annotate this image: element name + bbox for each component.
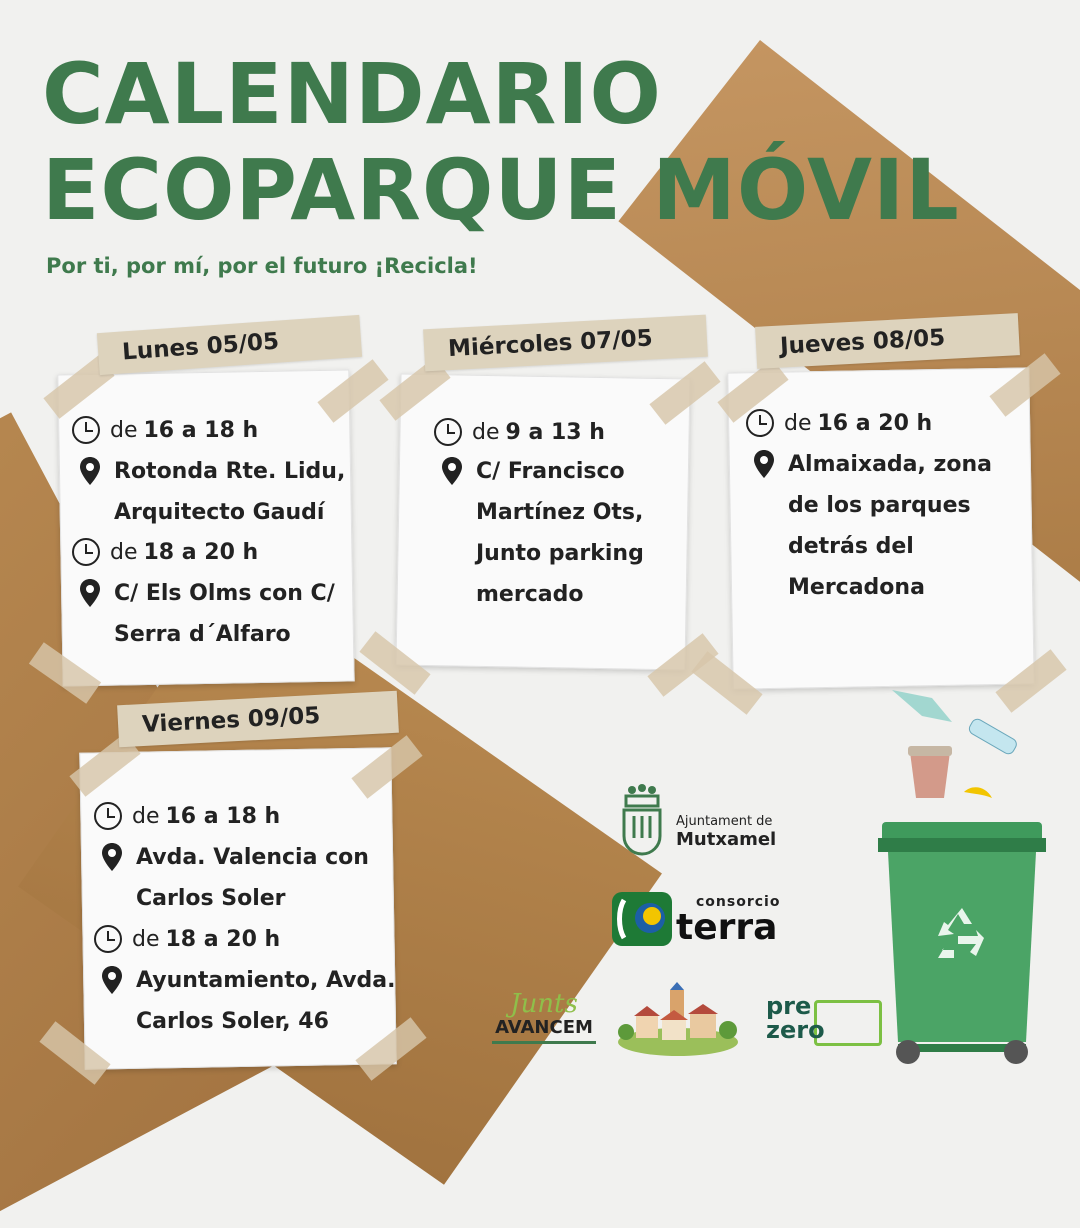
time-row (70, 410, 258, 451)
clock-icon (92, 800, 124, 832)
time-row (744, 403, 932, 444)
location-line: Almaixada, zona (788, 452, 992, 477)
consorcio-terra-logo-text (676, 894, 780, 946)
location-pin-icon (74, 455, 106, 487)
location-text (136, 837, 369, 919)
clock-icon (70, 536, 102, 568)
location-line: Arquitecto Gaudí (114, 500, 325, 525)
time-prefix: de (132, 927, 160, 952)
location-line: Mercadona (788, 575, 925, 600)
time-value: 9 a 13 h (505, 420, 605, 445)
title-line-2: ECOPARQUE MÓVIL (42, 141, 960, 239)
location-line: Avda. Valencia con (136, 845, 369, 870)
location-line: C/ Francisco (476, 459, 625, 484)
location-line: detrás del (788, 534, 914, 559)
location-row (74, 573, 335, 655)
consorcio-big-text: terra (676, 907, 778, 948)
location-line: C/ Els Olms con C/ (114, 581, 335, 606)
consorcio-terra-emblem-icon (612, 892, 672, 946)
time-prefix: de (784, 411, 812, 436)
junts-underline (492, 1041, 596, 1044)
location-pin-icon (74, 577, 106, 609)
consorcio-small-text: consorcio (696, 894, 781, 910)
location-line: de los parques (788, 493, 971, 518)
junts-avancem-logo (492, 990, 596, 1044)
location-text (114, 573, 335, 655)
ayuntamiento-line2: Mutxamel (676, 829, 777, 850)
time-value: 16 a 20 h (817, 411, 933, 436)
clock-icon (432, 416, 464, 448)
prezero-logo (766, 994, 878, 1044)
junts-script-text: Junts (510, 989, 578, 1019)
mutxamel-crest-icon (618, 782, 666, 858)
location-row (74, 451, 345, 533)
prezero-line1: pre (766, 992, 812, 1020)
day-label-thursday: Jueves 08/05 (755, 313, 1020, 369)
location-row (748, 444, 992, 608)
ayuntamiento-logo-text (676, 814, 776, 850)
location-row (436, 451, 644, 615)
village-illustration-icon (616, 980, 740, 1056)
time-value: 16 a 18 h (143, 418, 259, 443)
location-pin-icon (96, 841, 128, 873)
time-row (70, 532, 258, 573)
day-label-wednesday: Miércoles 07/05 (423, 315, 708, 372)
falling-waste-icon (892, 690, 1019, 798)
avancem-text: AVANCEM (495, 1017, 593, 1038)
recycling-bin-illustration (872, 688, 1052, 1070)
location-line: Ayuntamiento, Avda. (136, 968, 396, 993)
time-prefix: de (132, 804, 160, 829)
location-line: Carlos Soler (136, 886, 286, 911)
time-value: 16 a 18 h (165, 804, 281, 829)
location-text (136, 960, 396, 1042)
ayuntamiento-line1: Ajuntament de (676, 814, 773, 829)
location-text (476, 451, 644, 615)
day-label-monday: Lunes 05/05 (97, 315, 362, 375)
location-text (114, 451, 345, 533)
location-row (96, 960, 396, 1042)
location-line: mercado (476, 582, 584, 607)
subtitle: Por ti, por mí, por el futuro ¡Recicla! (46, 254, 478, 278)
day-label-friday: Viernes 09/05 (117, 691, 399, 748)
time-value: 18 a 20 h (143, 540, 259, 565)
time-prefix: de (110, 418, 138, 443)
time-row (92, 919, 280, 960)
clock-icon (70, 414, 102, 446)
page-title (42, 46, 960, 238)
prezero-line2: zero (766, 1016, 825, 1044)
time-prefix: de (472, 420, 500, 445)
time-row (92, 796, 280, 837)
clock-icon (92, 923, 124, 955)
location-row (96, 837, 369, 919)
location-pin-icon (436, 455, 468, 487)
location-line: Martínez Ots, (476, 500, 644, 525)
location-line: Carlos Soler, 46 (136, 1009, 329, 1034)
location-line: Serra d´Alfaro (114, 622, 291, 647)
location-line: Junto parking (476, 541, 644, 566)
location-text (788, 444, 992, 608)
location-pin-icon (748, 448, 780, 480)
time-row (432, 412, 605, 453)
title-line-1: CALENDARIO (42, 45, 662, 143)
time-value: 18 a 20 h (165, 927, 281, 952)
time-prefix: de (110, 540, 138, 565)
location-pin-icon (96, 964, 128, 996)
location-line: Rotonda Rte. Lidu, (114, 459, 346, 484)
clock-icon (744, 407, 776, 439)
